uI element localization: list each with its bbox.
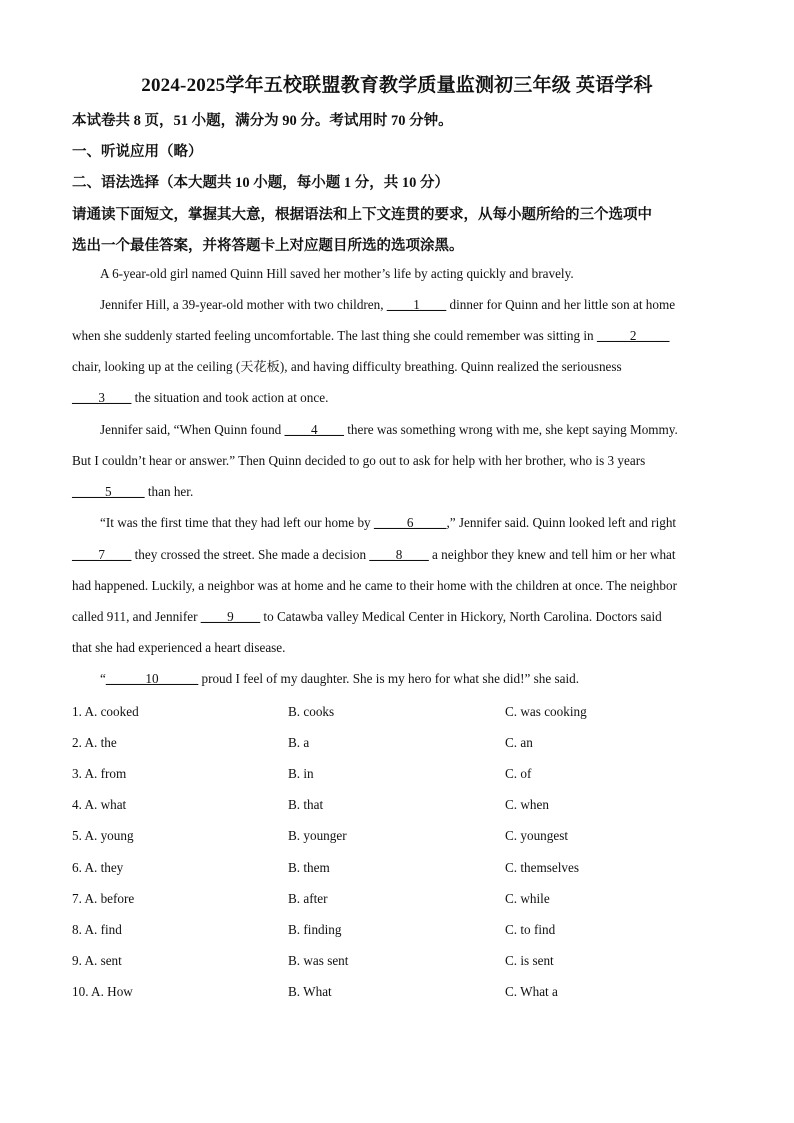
option-a: 8. A. find <box>72 922 122 937</box>
option-a: 7. A. before <box>72 891 135 906</box>
section-listening-heading: 一、听说应用（略） <box>72 144 203 160</box>
option-c: C. of <box>505 766 532 781</box>
option-b: B. a <box>288 735 310 750</box>
passage-line <box>72 329 669 342</box>
option-a: 10. A. How <box>72 984 133 999</box>
option-b: B. them <box>288 860 330 875</box>
blank-1: ____1____ <box>386 297 447 312</box>
passage-line <box>72 548 676 561</box>
passage-text: A 6-year-old girl named Quinn Hill saved her mother’s life by acting quickly and bravely. <box>100 266 574 281</box>
passage-line <box>72 610 662 623</box>
instruction-line-2: 选出一个最佳答案，并将答题卡上对应题目所选的选项涂黑。 <box>72 238 464 254</box>
passage-text: to Catawba valley Medical Center in Hickory, North Carolina. Doctors said <box>260 609 662 624</box>
passage-text: “It was the first time that they had left our home by <box>100 515 374 530</box>
blank-5: _____5_____ <box>72 484 145 499</box>
option-a: 9. A. sent <box>72 953 122 968</box>
passage-text: dinner for Quinn and her little son at home <box>446 297 676 312</box>
passage-line <box>72 579 677 592</box>
option-row <box>72 828 722 846</box>
option-c: C. was cooking <box>505 704 587 719</box>
blank-7: ____7____ <box>72 547 132 562</box>
option-b: B. younger <box>288 828 347 843</box>
page-title: 2024-2025学年五校联盟教育教学质量监测初三年级 英语学科 <box>141 75 653 96</box>
passage-text: there was something wrong with me, she kept saying Mommy. <box>343 422 678 437</box>
option-c: C. to find <box>505 922 556 937</box>
option-row <box>72 735 722 753</box>
option-row <box>72 891 722 909</box>
blank-6: _____6_____ <box>373 515 447 530</box>
option-row <box>72 922 722 940</box>
option-row <box>72 860 722 878</box>
passage-text: that she had experienced a heart disease. <box>72 640 286 655</box>
option-a: 1. A. cooked <box>72 704 139 719</box>
option-row <box>72 953 722 971</box>
option-a: 6. A. they <box>72 860 124 875</box>
option-row <box>72 984 722 1002</box>
passage-text: chair, looking up at the ceiling (天花板), and having difficulty breathing. Quinn realized the seriousness <box>72 359 622 374</box>
option-row <box>72 704 722 722</box>
option-c: C. themselves <box>505 860 579 875</box>
blank-2: _____2_____ <box>596 328 670 343</box>
blank-3: ____3____ <box>72 390 132 405</box>
passage-line <box>72 391 328 404</box>
option-a: 3. A. from <box>72 766 127 781</box>
option-row <box>72 797 722 815</box>
passage-text: called 911, and Jennifer <box>72 609 201 624</box>
option-b: B. after <box>288 891 328 906</box>
option-c: C. What a <box>505 984 558 999</box>
passage-text: the situation and took action at once. <box>131 390 329 405</box>
passage-line <box>72 485 193 498</box>
blank-4: ____4____ <box>284 422 344 437</box>
option-c: C. while <box>505 891 550 906</box>
blank-8: ____8____ <box>369 547 429 562</box>
passage-text: they crossed the street. She made a decision <box>131 547 370 562</box>
option-a: 4. A. what <box>72 797 127 812</box>
option-c: C. an <box>505 735 533 750</box>
passage-line <box>100 516 676 529</box>
option-b: B. finding <box>288 922 342 937</box>
option-a: 2. A. the <box>72 735 117 750</box>
option-c: C. is sent <box>505 953 554 968</box>
option-b: B. that <box>288 797 324 812</box>
passage-text: when she suddenly started feeling uncomfortable. The last thing she could remember was sitting in <box>72 328 597 343</box>
passage-line <box>72 454 645 467</box>
section-grammar-heading: 二、语法选择（本大题共 10 小题，每小题 1 分，共 10 分） <box>72 175 449 191</box>
option-b: B. in <box>288 766 314 781</box>
passage-text: than her. <box>144 484 194 499</box>
blank-10: ______10______ <box>105 671 199 686</box>
option-c: C. youngest <box>505 828 569 843</box>
passage-line <box>100 672 579 685</box>
exam-intro: 本试卷共 8 页，51 小题，满分为 90 分。考试用时 70 分钟。 <box>72 113 453 129</box>
passage-line <box>72 641 285 654</box>
passage-text: Jennifer said, “When Quinn found <box>100 422 285 437</box>
instruction-line-1: 请通读下面短文，掌握其大意，根据语法和上下文连贯的要求，从每小题所给的三个选项中 <box>72 207 652 223</box>
passage-text: “ <box>100 671 106 686</box>
option-a: 5. A. young <box>72 828 134 843</box>
option-row <box>72 766 722 784</box>
passage-line <box>100 298 675 311</box>
option-c: C. when <box>505 797 549 812</box>
passage-text: had happened. Luckily, a neighbor was at home and he came to their home with the children at once. The neighbor <box>72 578 677 593</box>
passage-text: proud I feel of my daughter. She is my hero for what she did!” she said. <box>198 671 580 686</box>
passage-line <box>100 423 678 436</box>
option-b: B. was sent <box>288 953 349 968</box>
option-b: B. cooks <box>288 704 335 719</box>
passage-line <box>100 267 574 280</box>
passage-text: ,” Jennifer said. Quinn looked left and right <box>446 515 677 530</box>
blank-9: ____9____ <box>200 609 261 624</box>
passage-text: Jennifer Hill, a 39-year-old mother with two children, <box>100 297 387 312</box>
passage-line <box>72 360 622 373</box>
passage-text: a neighbor they knew and tell him or her what <box>428 547 676 562</box>
option-b: B. What <box>288 984 332 999</box>
passage-text: But I couldn’t hear or answer.” Then Quinn decided to go out to ask for help with her brother, who is 3 years <box>72 453 646 468</box>
